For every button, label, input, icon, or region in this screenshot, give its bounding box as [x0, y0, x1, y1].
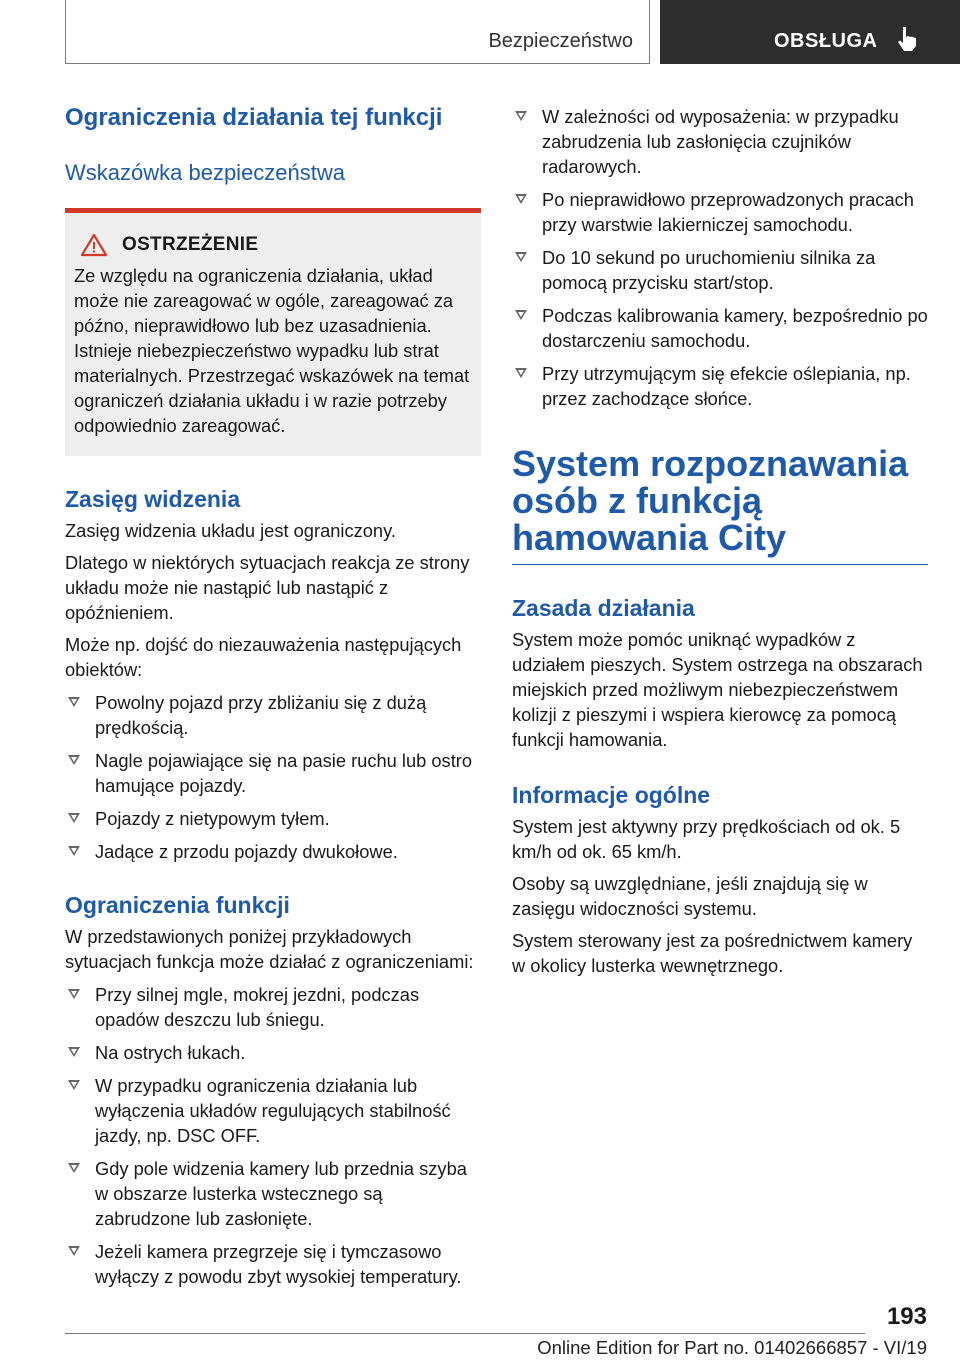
header-section-box: [65, 0, 650, 64]
footer-edition: Online Edition for Part no. 01402666857 - VI/19: [537, 1337, 927, 1358]
list-item: Jeżeli kamera przegrzeje się i tymczasowo wyłączy z powodu zbyt wysokiej temperatury.: [65, 1239, 481, 1289]
list-item: Pojazdy z nietypowym tyłem.: [65, 806, 481, 831]
list-item: W zależności od wyposażenia: w przypadku zabrudzenia lub zasłonięcia czujników radarowych.: [512, 104, 928, 179]
range-p3: Może np. dojść do niezauważenia następujących obiektów:: [65, 634, 462, 680]
page-number: 193: [886, 1303, 927, 1330]
warning-text: Ze względu na ograniczenia działania, układ może nie zareagować w ogóle, zareagować za późno, nieprawidłowo lub bez uzasadnienia. Istnieje niebezpieczeństwo wypadku lub strat materialnych. Przestrzegać wskazówek na temat ograniczeń działania układu i w razie potrzeby odpowiednio zareagować.: [74, 265, 470, 436]
general-p2: Osoby są uwzględniane, jeśli znajdują się w zasięgu widoczności systemu.: [512, 873, 868, 919]
list-item: Na ostrych łukach.: [65, 1040, 481, 1065]
section-title: Bezpieczeństwo: [488, 30, 633, 52]
list-item: Po nieprawidłowo przeprowadzonych pracach przy warstwie lakierniczej samochodu.: [512, 187, 928, 237]
range-p1: Zasięg widzenia układu jest ograniczony.: [65, 520, 396, 541]
list-item: Do 10 sekund po uruchomieniu silnika za pomocą przycisku start/stop.: [512, 245, 928, 295]
left-column: [65, 100, 481, 1289]
chapter-tab[interactable]: [660, 0, 960, 64]
list-item: W przypadku ograniczenia działania lub wyłączenia układów regulujących stabilność jazdy, np. DSC OFF.: [65, 1073, 481, 1148]
general-p3: System sterowany jest za pośrednictwem kamery w okolicy lusterka wewnętrznego.: [512, 930, 913, 976]
limits-heading: Ograniczenia funkcji: [65, 892, 290, 918]
general-p1: System jest aktywny przy prędkościach od ok. 5 km/h od ok. 65 km/h.: [512, 816, 901, 862]
limits-list: [65, 982, 481, 1289]
list-item: Gdy pole widzenia kamery lub przednia szyba w obszarze lusterka wstecznego są zabrudzone lub zasłonięte.: [65, 1156, 481, 1231]
range-heading: Zasięg widzenia: [65, 486, 241, 512]
right-column: [512, 96, 928, 978]
list-item: Przy utrzymującym się efekcie oślepiania, np. przez zachodzące słońce.: [512, 361, 928, 411]
list-item: Nagle pojawiające się na pasie ruchu lub ostro hamujące pojazdy.: [65, 748, 481, 798]
chapter-label: OBSŁUGA: [774, 30, 878, 52]
footer-divider: [65, 1333, 865, 1334]
principle-heading: Zasada działania: [512, 595, 695, 621]
list-item: Jadące z przodu pojazdy dwukołowe.: [65, 839, 481, 864]
warning-title: OSTRZEŻENIE: [122, 234, 259, 255]
pointing-hand-icon: [894, 25, 920, 53]
safety-heading: Wskazówka bezpieczeństwa: [65, 160, 346, 185]
principle-text: System może pomóc uniknąć wypadków z udziałem pieszych. System ostrzega na obszarach miejskich przed możliwym niebezpieczeństwem kolizji z pieszymi i wspiera kierowcę za pomocą funkcji hamowania.: [512, 629, 923, 750]
limits-intro: W przedstawionych poniżej przykładowych sytuacjach funkcja może działać z ograniczeniami:: [65, 926, 474, 972]
list-item: Podczas kalibrowania kamery, bezpośrednio po dostarczeniu samochodu.: [512, 303, 928, 353]
limits-list-continued: [512, 104, 928, 411]
range-p2: Dlatego w niektórych sytuacjach reakcja ze strony układu może nie nastąpić lub nastąpić z opóźnieniem.: [65, 552, 470, 623]
warning-triangle-icon: [80, 233, 108, 257]
list-item: Przy silnej mgle, mokrej jezdni, podczas opadów deszczu lub śniegu.: [65, 982, 481, 1032]
list-item: Powolny pojazd przy zbliżaniu się z dużą prędkością.: [65, 690, 481, 740]
general-heading: Informacje ogólne: [512, 782, 711, 808]
system-title: System rozpoznawania osób z funkcją hamowania City: [512, 445, 928, 565]
range-list: [65, 690, 481, 864]
section-heading-limits: Ograniczenia działania tej funkcji: [65, 104, 443, 131]
warning-box: [65, 208, 481, 456]
